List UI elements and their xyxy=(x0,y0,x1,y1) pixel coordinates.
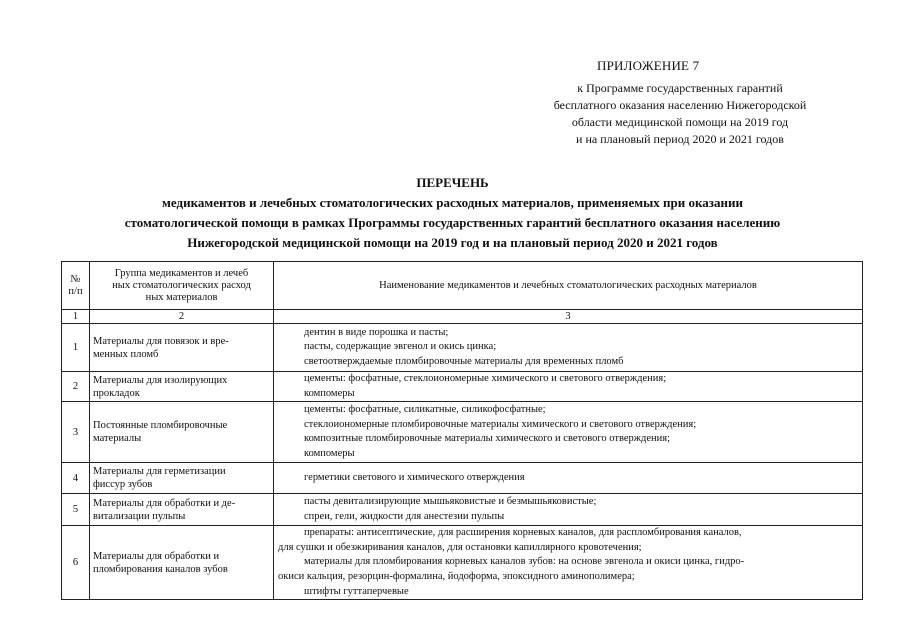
heading-line: стоматологической помощи в рамках Программы государственных гарантий бесплатного оказания населению xyxy=(124,215,781,230)
heading-line: Нижегородской медицинской помощи на 2019 год и на плановый период 2020 и 2021 годов xyxy=(187,235,718,250)
header-names: Наименование медикаментов и лечебных стоматологических расходных материалов xyxy=(274,262,863,310)
item-line: цементы: фосфатные, силикатные, силикофосфатные; xyxy=(304,404,546,415)
group-line: Материалы для обработки и xyxy=(93,550,220,562)
appendix-line: и на плановый период 2020 и 2021 годов xyxy=(576,132,784,146)
row-items xyxy=(274,324,863,372)
group-line: витализации пульпы xyxy=(93,510,186,522)
header-group: Группа медикаментов и лечеб ных стоматологических расход ных материалов xyxy=(90,262,274,310)
item-line: компомеры xyxy=(304,387,355,399)
item-line: герметики светового и химического отверждения xyxy=(304,471,525,483)
row-group xyxy=(90,463,274,494)
row-number: 5 xyxy=(62,494,90,526)
item-line: цементы: фосфатные, стеклоиономерные химического и светового отверждения; xyxy=(304,373,667,384)
item-line: материалы для пломбирования корневых каналов зубов: на основе эвгенола и окиси цинка, гидро- xyxy=(304,556,745,568)
group-line: прокладок xyxy=(93,387,140,399)
item-line: окиси кальция, резорцин-формалина, йодоформа, эпоксидного аминополимера; xyxy=(278,570,635,582)
table-row xyxy=(62,494,863,526)
appendix-line: бесплатного оказания населению Нижегородской xyxy=(553,98,807,112)
document-heading xyxy=(40,173,865,253)
group-line: Материалы для повязок и вре- xyxy=(93,335,229,347)
heading-title: ПЕРЕЧЕНЬ xyxy=(416,175,489,190)
group-line: материалы xyxy=(93,433,142,445)
appendix-title: ПРИЛОЖЕНИЕ 7 xyxy=(597,58,700,73)
table-row xyxy=(62,463,863,494)
item-line: пасты девитализирующие мышьяковистые и безмышьяковистые; xyxy=(304,496,597,508)
row-number: 2 xyxy=(62,372,90,402)
row-group xyxy=(90,526,274,600)
group-line: фиссур зубов xyxy=(93,479,153,491)
col-number: 2 xyxy=(90,310,274,324)
row-number: 1 xyxy=(62,324,90,372)
table-row xyxy=(62,526,863,600)
header-num: № п/п xyxy=(62,262,90,310)
row-group xyxy=(90,372,274,402)
row-group xyxy=(90,402,274,463)
group-line: пломбирования каналов зубов xyxy=(93,563,228,575)
appendix-subtitle xyxy=(480,80,880,148)
item-line: стеклоиономерные пломбировочные материалы химического и светового отверждения; xyxy=(304,418,697,430)
row-items xyxy=(274,463,863,494)
row-number: 6 xyxy=(62,526,90,600)
appendix-line: к Программе государственных гарантий xyxy=(577,81,783,95)
table-header-row xyxy=(62,262,863,310)
item-line: спреи, гели, жидкости для анестезии пульпы xyxy=(304,510,505,522)
materials-table xyxy=(61,261,863,600)
row-group xyxy=(90,494,274,526)
row-number: 4 xyxy=(62,463,90,494)
col-number: 1 xyxy=(62,310,90,324)
appendix-line: области медицинской помощи на 2019 год xyxy=(571,115,789,129)
col-number: 3 xyxy=(274,310,863,324)
table-row xyxy=(62,402,863,463)
item-line: пасты, содержащие эвгенол и окись цинка; xyxy=(304,341,497,353)
table-row xyxy=(62,324,863,372)
group-line: Материалы для обработки и де- xyxy=(93,497,236,509)
group-line: Материалы для изолирующих xyxy=(93,374,228,386)
item-line: препараты: антисептические, для расширения корневых каналов, для распломбирования каналов, xyxy=(304,527,742,539)
row-items xyxy=(274,526,863,600)
group-line: Постоянные пломбировочные xyxy=(93,420,228,432)
item-line: штифты гуттаперчевые xyxy=(304,585,409,597)
group-line: менных пломб xyxy=(93,348,159,360)
item-line: светоотверждаемые пломбировочные материалы для временных пломб xyxy=(304,355,624,367)
item-line: компомеры xyxy=(304,447,355,459)
heading-line: медикаментов и лечебных стоматологических расходных материалов, применяемых при оказании xyxy=(162,195,743,210)
column-number-row xyxy=(62,310,863,324)
row-items xyxy=(274,402,863,463)
table-row xyxy=(62,372,863,402)
item-line: для сушки и обезжиривания каналов, для остановки капиллярного кровотечения; xyxy=(278,541,642,553)
row-number: 3 xyxy=(62,402,90,463)
group-line: Материалы для герметизации xyxy=(93,466,226,478)
row-items xyxy=(274,372,863,402)
row-group xyxy=(90,324,274,372)
item-line: дентин в виде порошка и пасты; xyxy=(304,326,449,338)
row-items xyxy=(274,494,863,526)
item-line: композитные пломбировочные материалы химического и светового отверждения; xyxy=(304,433,671,445)
